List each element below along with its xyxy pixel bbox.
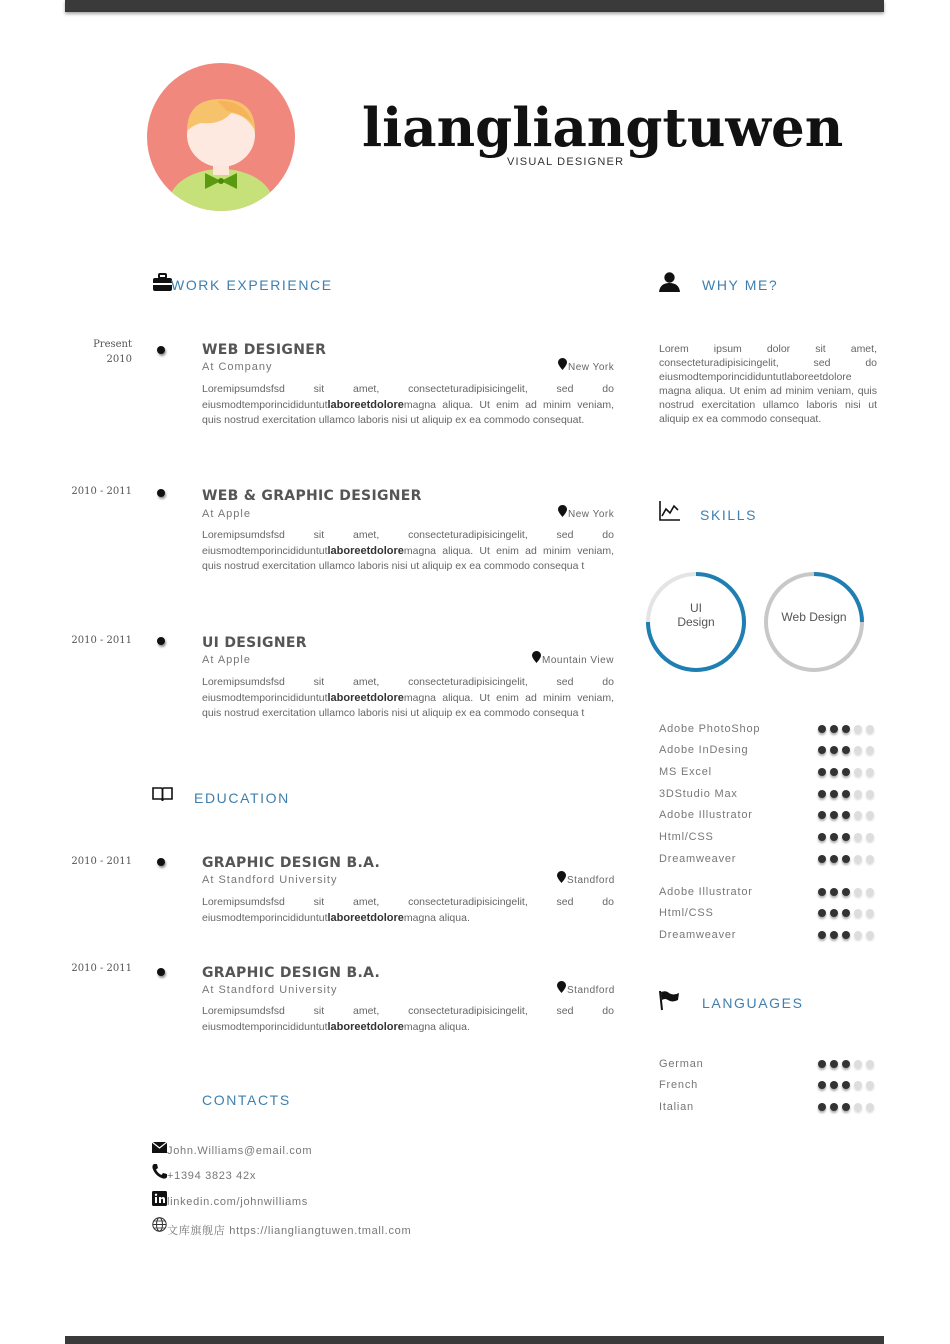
degree-title: GRAPHIC DESIGN B.A. [202,965,381,981]
edu-date: 2010 - 2011 [71,963,132,974]
skill-ring-label-line1: Web Design [781,610,847,624]
rating-dot [854,811,862,819]
rating-dot [866,888,874,896]
rating-dot [830,768,838,776]
email-text: John.Williams@email.com [167,1145,313,1157]
edu-location-text: Standford [567,875,615,886]
skill-ring-label-line2: Design [677,615,715,629]
timeline-dot [157,858,165,866]
rating-dot [854,833,862,841]
language-row-name: French [659,1079,699,1091]
flag-icon [659,990,681,1010]
skill-row-name: Html/CSS [659,831,714,843]
rating-dots [818,1060,874,1068]
rating-dot [866,855,874,863]
rating-dot [866,790,874,798]
bottom-bar [65,1336,884,1344]
rating-dot [866,1060,874,1068]
rating-dot [854,888,862,896]
contact-phone[interactable] [152,1164,256,1182]
rating-dot [854,855,862,863]
rating-dot [866,725,874,733]
rating-dot [842,833,850,841]
job-title: UI DESIGNER [202,635,307,651]
desc-emphasis: laboreetdolore [327,911,404,924]
why-me-text: Lorem ipsum dolor sit amet, consecteturadipisicingelit, sed do eiusmodtemporincididuntutlaboreetdolore magna aliqua. Ut enim ad minim veniam, quis nostrud exercitation ullamco laboris nisi ut aliquip ex ea commodo consequat. [659,343,877,425]
school-name: At Standford University [202,874,338,886]
rating-dot [830,1060,838,1068]
skill-row [659,928,874,942]
rating-dot [818,790,826,798]
skill-row [659,906,874,920]
rating-dot [830,790,838,798]
rating-dot [842,768,850,776]
edu-description [202,895,614,926]
skill-row-name: Adobe InDesing [659,744,749,756]
language-row [659,1078,874,1092]
rating-dots [818,833,874,841]
rating-dots [818,909,874,917]
job-location-text: New York [568,509,615,520]
desc-text: Loremipsumdsfsd sit amet, consecteturadipisicingelit, sed do eiusmodtemporincididuntut [202,383,614,411]
rating-dot [830,909,838,917]
rating-dot [830,1103,838,1111]
line-chart-icon [659,501,680,521]
skill-ring-label [762,610,866,624]
rating-dot [818,909,826,917]
skill-row [659,830,874,844]
desc-text: Loremipsumdsfsd sit amet, consecteturadipisicingelit, sed do eiusmodtemporincididuntut [202,896,614,924]
rating-dots [818,811,874,819]
rating-dot [842,725,850,733]
desc-text: Loremipsumdsfsd sit amet, consecteturadipisicingelit, sed do eiusmodtemporincididuntut [202,676,614,704]
rating-dot [818,811,826,819]
rating-dot [842,811,850,819]
rating-dots [818,1081,874,1089]
rating-dot [818,833,826,841]
desc-text: magna aliqua. [403,911,470,924]
rating-dot [854,746,862,754]
desc-text: magna aliqua. Ut enim ad minim veniam, quis nostrud exercitation ullamco laboris nisi ut aliquip ex ea commodo consequa t [202,691,614,719]
rating-dot [818,1060,826,1068]
job-date-end: 2010 [106,354,132,365]
rating-dots [818,790,874,798]
rating-dot [830,811,838,819]
skills-heading: SKILLS [700,507,758,523]
rating-dot [866,1081,874,1089]
job-company: At Apple [202,508,251,520]
desc-text: magna aliqua. Ut enim ad minim veniam, quis nostrud exercitation ullamco laboris nisi ut aliquip ex ea commodo consequa t [202,544,614,572]
edu-description [202,1004,614,1035]
skill-ring-label-line1: UI [690,601,702,615]
rating-dot [842,1103,850,1111]
rating-dot [830,931,838,939]
rating-dot [842,909,850,917]
language-row [659,1100,874,1114]
education-heading: EDUCATION [194,790,290,806]
timeline-dot [157,489,165,497]
skill-row-name: Html/CSS [659,907,714,919]
skill-row-name: MS Excel [659,766,712,778]
rating-dot [854,1060,862,1068]
rating-dot [818,855,826,863]
desc-text: Loremipsumdsfsd sit amet, consecteturadipisicingelit, sed do eiusmodtemporincididuntut [202,1005,614,1033]
rating-dot [854,768,862,776]
rating-dot [830,725,838,733]
skill-row [659,787,874,801]
timeline-dot [157,968,165,976]
rating-dot [830,746,838,754]
skill-row-name: 3DStudio Max [659,788,738,800]
website-text: 文库旗舰店 https://liangliangtuwen.tmall.com [167,1225,412,1237]
rating-dot [818,746,826,754]
job-date: 2010 - 2011 [71,635,132,646]
language-row-name: Italian [659,1101,694,1113]
why-me-heading: WHY ME? [702,277,779,293]
job-location-text: New York [568,362,615,373]
map-pin-icon [558,505,567,517]
skill-row [659,852,874,866]
skill-row [659,885,874,899]
rating-dot [842,888,850,896]
open-book-icon [152,787,173,802]
skill-row-name: Dreamweaver [659,929,737,941]
desc-emphasis: laboreetdolore [327,398,404,411]
candidate-name: liangliangtuwen [362,97,844,159]
rating-dot [866,746,874,754]
desc-text: Loremipsumdsfsd sit amet, consecteturadipisicingelit, sed do eiusmodtemporincididuntut [202,529,614,557]
job-date-start: Present [93,339,132,350]
job-company: At Apple [202,654,251,666]
job-description [202,675,614,722]
job-role: VISUAL DESIGNER [507,156,625,168]
contacts-heading: CONTACTS [202,1092,291,1108]
rating-dot [830,855,838,863]
rating-dot [842,931,850,939]
rating-dot [818,888,826,896]
degree-title: GRAPHIC DESIGN B.A. [202,855,381,871]
rating-dot [866,909,874,917]
skill-ring-label [644,601,748,629]
user-icon [659,272,680,292]
rating-dots [818,855,874,863]
rating-dots [818,888,874,896]
map-pin-icon [532,651,541,663]
edu-location [557,981,615,996]
globe-icon [152,1217,167,1232]
envelope-icon [152,1142,167,1153]
desc-emphasis: laboreetdolore [327,1020,404,1033]
rating-dot [830,1081,838,1089]
job-location [558,358,614,373]
edu-date: 2010 - 2011 [71,856,132,867]
linkedin-text: linkedin.com/johnwilliams [167,1196,308,1208]
timeline-dot [157,637,165,645]
rating-dot [854,909,862,917]
avatar [147,63,295,211]
work-experience-heading: WORK EXPERIENCE [171,277,333,293]
language-row-name: German [659,1058,704,1070]
job-description [202,528,614,575]
desc-text: magna aliqua. [403,1020,470,1033]
rating-dot [818,725,826,733]
job-description [202,382,614,429]
rating-dot [818,1081,826,1089]
rating-dot [842,855,850,863]
job-title: WEB & GRAPHIC DESIGNER [202,488,422,504]
rating-dot [854,790,862,798]
edu-location [557,871,615,886]
rating-dot [830,833,838,841]
language-row [659,1057,874,1071]
skill-row [659,722,874,736]
desc-emphasis: laboreetdolore [327,691,404,704]
rating-dots [818,746,874,754]
briefcase-icon [153,274,172,291]
map-pin-icon [558,358,567,370]
rating-dots [818,1103,874,1111]
school-name: At Standford University [202,984,338,996]
rating-dots [818,931,874,939]
top-bar [65,0,884,12]
skill-row-name: Adobe Illustrator [659,809,753,821]
rating-dots [818,768,874,776]
contact-linkedin[interactable] [152,1191,308,1208]
job-company: At Company [202,361,273,373]
job-date: 2010 - 2011 [71,486,132,497]
rating-dot [866,1103,874,1111]
rating-dot [866,931,874,939]
skill-row [659,808,874,822]
map-pin-icon [557,981,566,993]
rating-dot [818,1103,826,1111]
timeline-dot [157,346,165,354]
rating-dot [842,1081,850,1089]
rating-dot [866,768,874,776]
job-location-text: Mountain View [542,655,614,666]
skill-row [659,765,874,779]
rating-dot [842,1060,850,1068]
rating-dot [866,811,874,819]
rating-dots [818,725,874,733]
skill-row-name: Dreamweaver [659,853,737,865]
rating-dot [866,833,874,841]
desc-text: magna aliqua. Ut enim ad minim veniam, quis nostrud exercitation ullamco laboris nisi ut aliquip ex ea commodo consequat. [202,398,614,426]
rating-dot [830,888,838,896]
rating-dot [854,1081,862,1089]
job-location [558,505,614,520]
phone-text: +1394 3823 42x [167,1170,257,1182]
rating-dot [854,725,862,733]
job-title: WEB DESIGNER [202,342,327,358]
linkedin-icon [152,1191,167,1206]
rating-dot [842,790,850,798]
rating-dot [818,931,826,939]
edu-location-text: Standford [567,985,615,996]
skill-row [659,743,874,757]
map-pin-icon [557,871,566,883]
skill-row-name: Adobe Illustrator [659,886,753,898]
contact-website[interactable] [152,1217,411,1238]
skill-row-name: Adobe PhotoShop [659,723,761,735]
job-location [532,651,614,666]
rating-dot [854,931,862,939]
desc-emphasis: laboreetdolore [327,544,404,557]
rating-dot [854,1103,862,1111]
contact-email[interactable] [152,1142,312,1157]
rating-dot [818,768,826,776]
languages-heading: LANGUAGES [702,995,804,1011]
phone-icon [152,1164,167,1179]
rating-dot [842,746,850,754]
